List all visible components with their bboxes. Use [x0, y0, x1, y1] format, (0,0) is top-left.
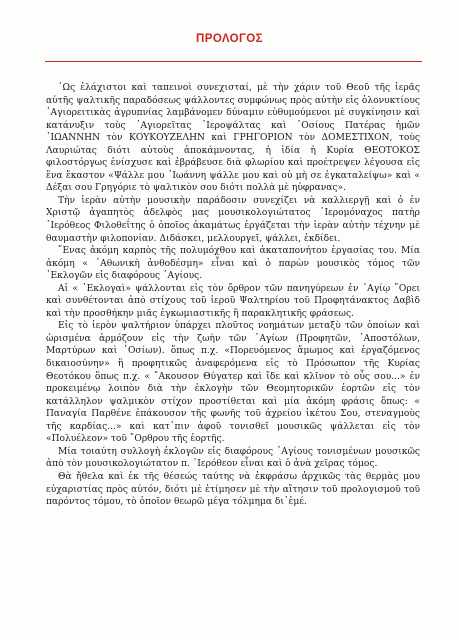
paragraph: ῞Ενας ἀκόμη καρπὸς τῆς πολυμόχθου καὶ ἀκαταπονήτου ἐργασίας του. Μία ἀκόμη « ᾿Αθωνικὴ ἀνθοδέσμη» εἶναι καὶ ὁ παρὼν μουσικὸς τόμος τῶν ᾿Εκλογῶν εἰς διαφόρους ῾Αγίους. [46, 246, 420, 282]
title-divider [45, 61, 422, 62]
prologue-body [46, 82, 420, 509]
page-title: ΠΡΟΛΟΓΟΣ [196, 33, 263, 45]
paragraph: Εἰς τὸ ἱερὸν ψαλτήριον ὑπάρχει πλοῦτος νοημάτων μεταξὺ τῶν ὁποίων καὶ ὡρισμένα ἁρμόζουν εἰς τὴν ζωὴν τῶν ῾Αγίων (Προφητῶν, ᾿Αποστόλων, Μαρτύρων καὶ ῾Οσίων). ὅπως π.χ. «Πορευόμενος ἄμωμος καὶ ἐργαζόμενος δικαιοσύνην» ἢ προφητικῶς ἀναφερόμενα εἰς τὸ Πρόσωπον τῆς Κυρίας Θεοτόκου ὅπως π.χ. « ῎Ακουσον Θύγατερ καὶ ἴδε καὶ κλῖνον τὸ οὖς σου...» ἐν προκειμένῳ λοιπὸν διὰ τὴν ἐκλογὴν τῶν Θεομητορικῶν ἑορτῶν εἰς τὸν κατάλληλον ψαλμικὸν στίχον προστίθεται καὶ μία ἀκόμη φράσις ὅπως: « Παναγία Παρθένε ἐπάκουσον τῆς φωνῆς τοῦ ἀχρείου ἱκέτου Σου, στεναγμοὺς τῆς καρδίας...» καὶ κατ᾽πιν ἀφοῦ τονισθεῖ μουσικῶς ψάλλεται εἰς τὸν «Πολυέλεον» τοῦ ῎Ορθρου τῆς ἑορτῆς. [46, 321, 420, 445]
paragraph: Θὰ ἤθελα καὶ ἐκ τῆς θέσεώς ταύτης νὰ ἐκφράσω ἀρχικῶς τὰς θερμὰς μου εὐχαριστίας πρὸς αὐτόν, διότι μὲ ἐτίμησεν μὲ τὴν αἴτησιν τοῦ προλογισμοῦ τοῦ παρόντος τόμου, τὸ ὁποῖον θεωρῶ μέγα τόλμημα δι᾽ἐμέ. [46, 471, 420, 508]
paragraph: Αἱ « ᾿Εκλογαὶ» ψάλλονται εἰς τὸν ὄρθρον τῶν πανηγύρεων ἐν ῾Αγίῳ ῎Ορει καὶ συνθέτονται ἀπὸ στίχους τοῦ ἱεροῦ Ψαλτηρίου τοῦ Προφητάνακτος Δαβὶδ καὶ τὴν προσθήκην μιᾶς ἐγκωμιαστικῆς ἢ παρακλητικῆς φράσεως. [46, 283, 420, 319]
paragraph: ῾Ως ἐλάχιστοι καὶ ταπεινοὶ συνεχισταί, μὲ τὴν χάριν τοῦ Θεοῦ τῆς ἱερᾶς αὐτῆς ψαλτικῆς παραδόσεως ψάλλοντες συμφώνως πρὸς αὐτὴν εἰς ὁλονυκτίους ᾿Αγιορειτικὰς ἀγρυπνίας λαμβάνομεν δύναμιν εὐθυμούμενοι μὲ συγκίνησιν καὶ κατάνυξιν τοὺς ᾿Αγιορεῖτας ῾Ιεροψάλτας καὶ ῾Οσίους Πατέρας ἡμῶν ᾿ΙΩΑΝΝΗΝ τὸν ΚΟΥΚΟΥΖΕΛΗΝ καὶ ΓΡΗΓΟΡΙΟΝ τὸν ΔΟΜΕΣΤΙΧΟΝ, τοὺς Λαυριώτας διότι αὐτοὺς ἀποκάμνοντας, ἡ ἰδία ἡ Κυρία ΘΕΟΤΟΚΟΣ φιλοστόργως ἐνίσχυσε καὶ ἐβράβευσε διὰ φλωρίου καὶ προέτρεψεν λέγουσα εἰς ἕνα ἕκαστον «Ψάλλε μου ᾿Ιωάννη ψάλλε μου καὶ οὐ μὴ σε ἐγκαταλείψω» καὶ « Δέξαι σου Γρηγόριε τὸ ψαλτικὸν σου διότι πολλὰ μὲ ηὐφρανας». [46, 83, 420, 194]
paragraph: Μία τοιαύτη συλλογὴ ἐκλογῶν εἰς διαφόρους ῾Αγίους τονισμένων μουσικῶς ἀπὸ τὸν μουσικολογιώτατον π. ῾Ιερόθεον εἶναι καὶ ὁ ἀνὰ χεῖρας τόμος. [46, 446, 420, 470]
paragraph: Τὴν ἱερὰν αὐτὴν μουσικὴν παράδοσιν συνεχίζει νὰ καλλιεργῇ καὶ ὁ ἐν Χριστῷ ἀγαπητὸς ἀδελφὸς μας μουσικολογιώτατος ῾Ιερομόναχος πατὴρ ῾Ιερόθεος Φιλοθεΐτης ὁ ὁποῖος ἀκαμάτως ἐργάζεται τὴν ἱερὰν αὐτὴν τέχνην μὲ θαυμαστὴν φιλοπονίαν. Διδάσκει, μελλουργεῖ, ψάλλει, ἐκδίδει. [46, 195, 420, 244]
